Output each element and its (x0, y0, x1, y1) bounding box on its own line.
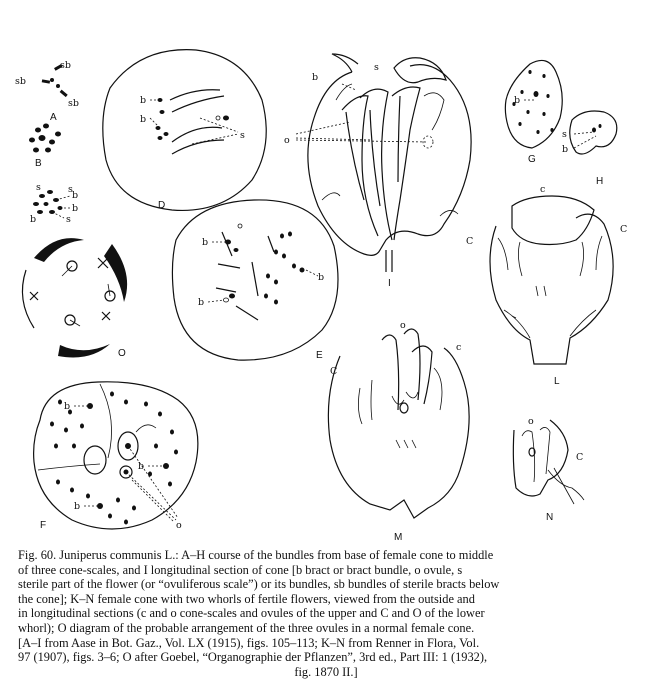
panel-e-label-b-1: b (202, 237, 209, 248)
panel-d-label-b-1: b (140, 95, 147, 106)
caption-line-2: of three cone-scales, and I longitudinal section of cone [b bract or bract bundle, o ovule, s (18, 562, 463, 577)
panel-c-label-s-1: s (36, 182, 41, 193)
panel-e-letter: E (316, 350, 323, 361)
panel-c-label-b-2: b (72, 203, 79, 214)
panel-h-letter: H (596, 176, 604, 187)
panel-d-label-b-2: b (140, 114, 147, 125)
panel-m-label-c-upper: C (330, 366, 338, 377)
panel-i-label-s: s (374, 62, 379, 73)
panel-f-label-b-2: b (138, 461, 145, 472)
panel-h (562, 111, 617, 187)
caption-line-7: [A–I from Aase in Bot. Gaz., Vol. LX (1915), figs. 105–113; K–N from Renner in Flora, Vol. (18, 635, 480, 650)
figure-caption (18, 548, 634, 679)
caption-line-3: sterile part of the flower (or “ovuliferous scale”) or its bundles, sb bundles of sterile bracts below (18, 577, 500, 592)
panel-b-letter: B (35, 158, 42, 169)
caption-line-1: Fig. 60. Juniperus communis L.: A–H course of the bundles from base of female cone to middle (18, 548, 494, 562)
panel-f (34, 382, 198, 531)
panel-i (284, 54, 474, 289)
panel-g-label-b: b (514, 95, 521, 106)
panel-d-label-s: s (240, 130, 245, 141)
panel-e-label-b-2: b (198, 297, 205, 308)
panel-f-label-o: o (176, 520, 182, 531)
panel-i-label-b: b (312, 72, 319, 83)
panel-m (328, 320, 469, 543)
panel-l-label-c-right: C (620, 224, 628, 235)
panel-n-letter: N (546, 512, 554, 523)
panel-a (15, 60, 79, 123)
panel-c-label-b-1: b (72, 190, 79, 201)
panel-a-label-sb-1: sb (60, 60, 71, 71)
panel-a-label-sb-3: sb (68, 98, 79, 109)
panel-a-letter: A (50, 112, 57, 123)
panel-l-label-c: c (540, 184, 546, 195)
panel-d-letter: D (158, 200, 166, 211)
caption-line-9: fig. 1870 II.] (294, 664, 358, 679)
panel-m-label-c: c (456, 342, 462, 353)
panel-n (513, 416, 584, 523)
panel-c-label-s-3: s (66, 214, 71, 225)
panel-n-label-c: C (576, 452, 584, 463)
panel-h-label-s: s (562, 129, 567, 140)
caption-line-4: the cone]; K–N female cone with two whorls of fertile flowers, viewed from the outside and (18, 591, 475, 606)
panel-f-letter: F (40, 520, 47, 531)
panel-d (103, 50, 266, 211)
panel-f-label-b-3: b (74, 501, 81, 512)
panel-e-label-b-3: b (318, 272, 325, 283)
caption-line-6: whorl); O diagram of the probable arrangement of the three ovules in a normal female cone. (18, 620, 475, 635)
panel-l-label-c-left: C (466, 236, 474, 247)
panel-c-label-b-3: b (30, 214, 37, 225)
panel-l (466, 184, 627, 387)
panel-a-label-sb-2: sb (15, 76, 26, 87)
panel-c-label-s-2: s (68, 184, 73, 195)
panel-b (29, 124, 61, 170)
panel-g (505, 60, 562, 165)
panel-m-letter: M (394, 532, 403, 543)
caption-line-8: 97 (1907), figs. 3–6; O after Goebel, “Organographie der Pflanzen”, 3rd ed., Part III: 1 (1932), (18, 650, 488, 665)
panel-l-letter: L (554, 376, 560, 387)
panel-h-label-b: b (562, 144, 569, 155)
panel-c (30, 182, 78, 225)
panel-n-label-o: o (528, 416, 534, 427)
panel-f-label-b-1: b (64, 401, 71, 412)
caption-line-5: in longitudinal sections (c and o cone-scales and ovules of the upper and C and O of the lower (18, 606, 485, 621)
panel-m-label-o: o (400, 320, 406, 331)
panel-o (22, 238, 127, 359)
panel-i-letter: I (388, 278, 391, 289)
panel-i-label-o: o (284, 135, 290, 146)
panel-g-letter: G (528, 154, 536, 165)
panel-e (172, 200, 338, 361)
panel-o-letter: O (118, 348, 126, 359)
